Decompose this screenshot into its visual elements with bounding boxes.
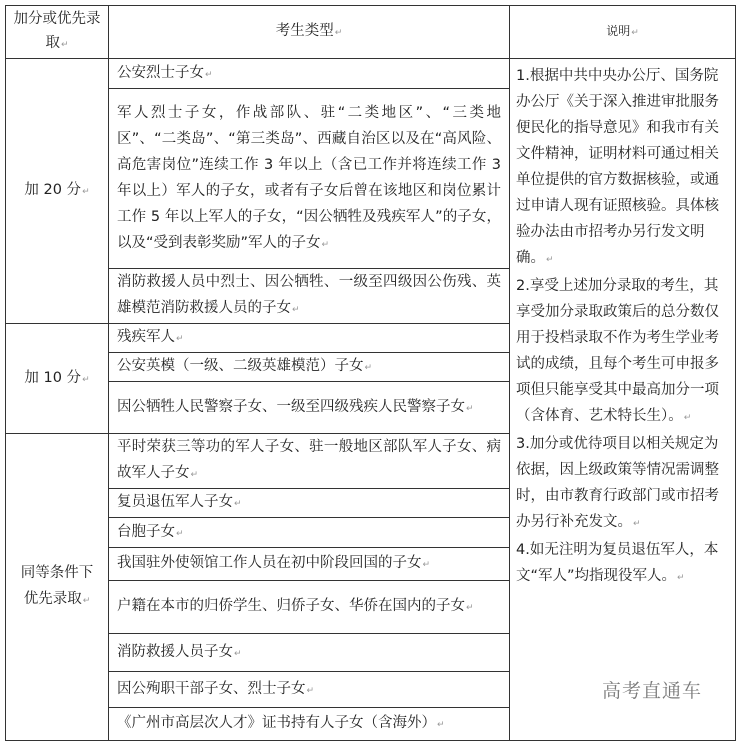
note-2: 2.享受上述加分录取的考生，其享受加分录取政策后的总分数仅用于投档录取不作为考生学业考试的成绩，且每个考生可申报多项但只能享受其中最高加分一项（含体育、艺术特长生）。 ↵ [516, 273, 729, 431]
candidate-type-cell: 户籍在本市的归侨学生、归侨子女、华侨在国内的子女 ↵ [109, 581, 510, 634]
header-candidate-type: 考生类型 ↵ [109, 6, 510, 59]
group-label-priority: 同等条件下优先录取 ↵ [6, 434, 109, 741]
note-1: 1.根据中共中央办公厅、国务院办公厅《关于深入推进审批服务便民化的指导意见》和我市有关文件精神，证明材料可通过相关单位提供的官方数据核验，或通过申请人现有证照核验。具体核验办法由市招考办另行发文明确。 ↵ [516, 63, 729, 273]
candidate-type-cell: 公安烈士子女 ↵ [109, 59, 510, 89]
candidate-type-cell: 公安英模（一级、二级英雄模范）子女 ↵ [109, 353, 510, 382]
candidate-type-cell: 因公牺牲人民警察子女、一级至四级残疾人民警察子女 ↵ [109, 382, 510, 434]
candidate-type-cell: 因公殉职干部子女、烈士子女 ↵ [109, 672, 510, 708]
candidate-type-cell: 残疾军人 ↵ [109, 324, 510, 353]
admission-bonus-table [5, 5, 736, 741]
candidate-type-cell: 台胞子女 ↵ [109, 518, 510, 548]
candidate-type-cell: 《广州市高层次人才》证书持有人子女（含海外） ↵ [109, 708, 510, 741]
header-bonus-type: 加分或优先录取 ↵ [6, 6, 109, 59]
candidate-type-cell: 复员退伍军人子女 ↵ [109, 489, 510, 518]
notes-cell [510, 59, 736, 741]
watermark: 高考直通车 [602, 680, 703, 702]
candidate-type-cell: 消防救援人员中烈士、因公牺牲、一级至四级因公伤残、英雄模范消防救援人员的子女 ↵ [109, 269, 510, 324]
header-row [6, 6, 736, 59]
candidate-type-cell: 军人烈士子女，作战部队、驻“二类地区”、“三类地区”、“二类岛”、“第三类岛”、西藏自治区以及在“高风险、高危害岗位”连续工作 3 年以上（含已工作并将连续工作 3 年以上）军人的子女，或者有子女后曾在该地区和岗位累计工作 5 年以上军人的子女，“因公牺牲及残疾军人”的子女，以及“受到表彰奖励”军人的子女 ↵ [109, 89, 510, 269]
group-label-20: 加 20 分 ↵ [6, 59, 109, 324]
table-row [6, 59, 736, 89]
candidate-type-cell: 我国驻外使领馆工作人员在初中阶段回国的子女 ↵ [109, 548, 510, 581]
candidate-type-cell: 平时荣获三等功的军人子女、驻一般地区部队军人子女、病故军人子女 ↵ [109, 434, 510, 489]
header-notes: 说明 ↵ [510, 6, 736, 59]
candidate-type-cell: 消防救援人员子女 ↵ [109, 634, 510, 672]
group-label-10: 加 10 分 ↵ [6, 324, 109, 434]
note-4: 4.如无注明为复员退伍军人，本文“军人”均指现役军人。 ↵ [516, 537, 729, 591]
note-3: 3.加分或优待项目以相关规定为依据，因上级政策等情况需调整时，由市教育行政部门或市招考办另行补充发文。 ↵ [516, 431, 729, 537]
